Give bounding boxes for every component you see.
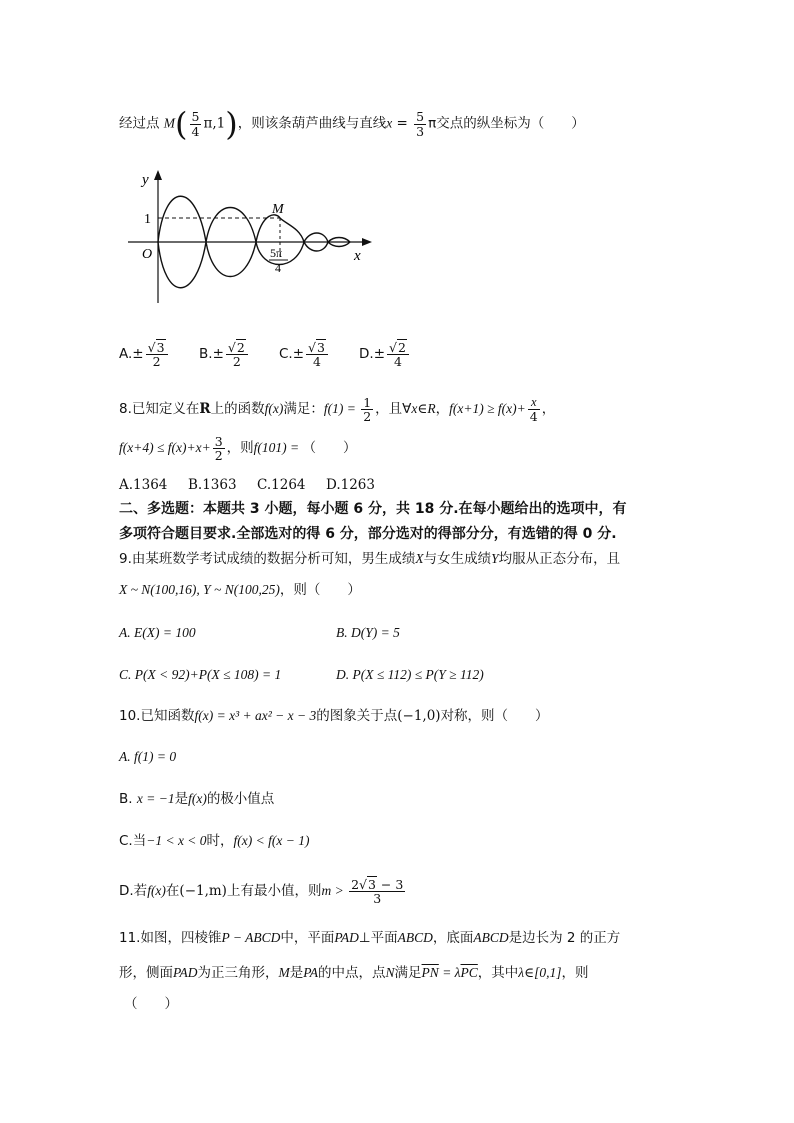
q11-line1: 11.如图，四棱锥P − ABCD中，平面PAD⊥平面ABCD，底面ABCD是边长为 2 的正方: [119, 930, 621, 946]
q10-option-c[interactable]: C.当−1 < x < 0时，f(x) < f(x − 1): [119, 833, 310, 849]
x-axis-arrow: [362, 238, 372, 246]
q8-option-a[interactable]: A.1364: [119, 477, 168, 493]
q10-stem: 10.已知函数f(x) = x³ + ax² − x − 3的图象关于点(−1,0)对称，则（ ）: [119, 708, 549, 724]
q7-point-fraction: $\frac{5}{4}$: [191, 109, 200, 139]
q9-line1: 9.由某班数学考试成绩的数据分析可知，男生成绩X与女生成绩Y均服从正态分布，且: [119, 551, 621, 567]
q10-option-d[interactable]: D.若f(x)在(−1,m)上有最小值，则m > $\frac{2√3 - 3}{3}$: [119, 877, 404, 907]
q11-line2: 形，侧面PAD为正三角形，M是PA的中点，点N满足$\overline{PN} = \lambda\overline{PC}$，其中λ∈[0,1]，则: [119, 965, 589, 981]
q7-line-fraction: $\frac{5}{3}$: [416, 109, 425, 139]
q7-option-d[interactable]: D.± $\frac{√2}{4}$: [359, 341, 411, 368]
q7-option-c[interactable]: C.± $\frac{√3}{4}$: [279, 341, 330, 368]
q9-option-d[interactable]: D. P(X ≤ 112) ≤ P(Y ≥ 112): [336, 667, 484, 682]
curve-negative: [158, 242, 350, 288]
gourd-curve-figure: [128, 168, 378, 308]
m-label: M: [272, 202, 284, 217]
q8-option-c[interactable]: C.1264: [257, 477, 306, 493]
q9-option-a[interactable]: A. E(X) = 100: [119, 625, 196, 640]
q9-option-b[interactable]: B. D(Y) = 5: [336, 625, 400, 640]
section2-line2: 多项符合题目要求.全部选对的得 6 分，部分选对的得部分分，有选错的得 0 分.: [119, 526, 617, 542]
one-label: 1: [144, 212, 151, 227]
y-axis-label: y: [142, 172, 149, 188]
q8-line1: 8.已知定义在R上的函数f(x)满足：f(1) = $\frac{1}{2}$ ，且∀x∈R，f(x+1) ≥ f(x)+ $\frac{x}{4}$ ，: [119, 395, 556, 425]
tick-den-label: 4: [275, 261, 281, 275]
q9-option-c[interactable]: C. P(X < 92)+P(X ≤ 108) = 1: [119, 667, 282, 682]
curve-positive: [158, 196, 350, 242]
y-axis-arrow: [154, 170, 162, 180]
x-axis-label: x: [354, 248, 361, 264]
q8-option-b[interactable]: B.1363: [188, 477, 237, 493]
q11-line3: （ ）: [124, 996, 178, 1012]
origin-label: O: [142, 247, 153, 262]
tick-num-label: 5π: [270, 246, 283, 260]
q9-line2: X ~ N(100,16), Y ~ N(100,25)，则（ ）: [119, 582, 361, 598]
q10-option-b[interactable]: B. x = −1是f(x)的极小值点: [119, 791, 275, 807]
q7-option-b[interactable]: B.± $\frac{√2}{2}$: [199, 341, 250, 368]
q10-option-a[interactable]: A. f(1) = 0: [119, 749, 177, 764]
q8-line2: f(x+4) ≤ f(x)+x+ $\frac{3}{2}$ ，则f(101) = （ ）: [119, 434, 357, 464]
q8-option-d[interactable]: D.1263: [326, 477, 375, 493]
section2-line1: 二、多选题：本题共 3 小题，每小题 6 分，共 18 分.在每小题给出的选项中，有: [119, 501, 627, 517]
q7-stem: 经过点 M( $\frac{5}{4}$ π,1)，则该条葫芦曲线与直线x = $\frac{5}{3}$ π交点的纵坐标为（ ）: [119, 105, 585, 143]
q7-option-a[interactable]: A.± $\frac{√3}{2}$: [119, 341, 170, 368]
